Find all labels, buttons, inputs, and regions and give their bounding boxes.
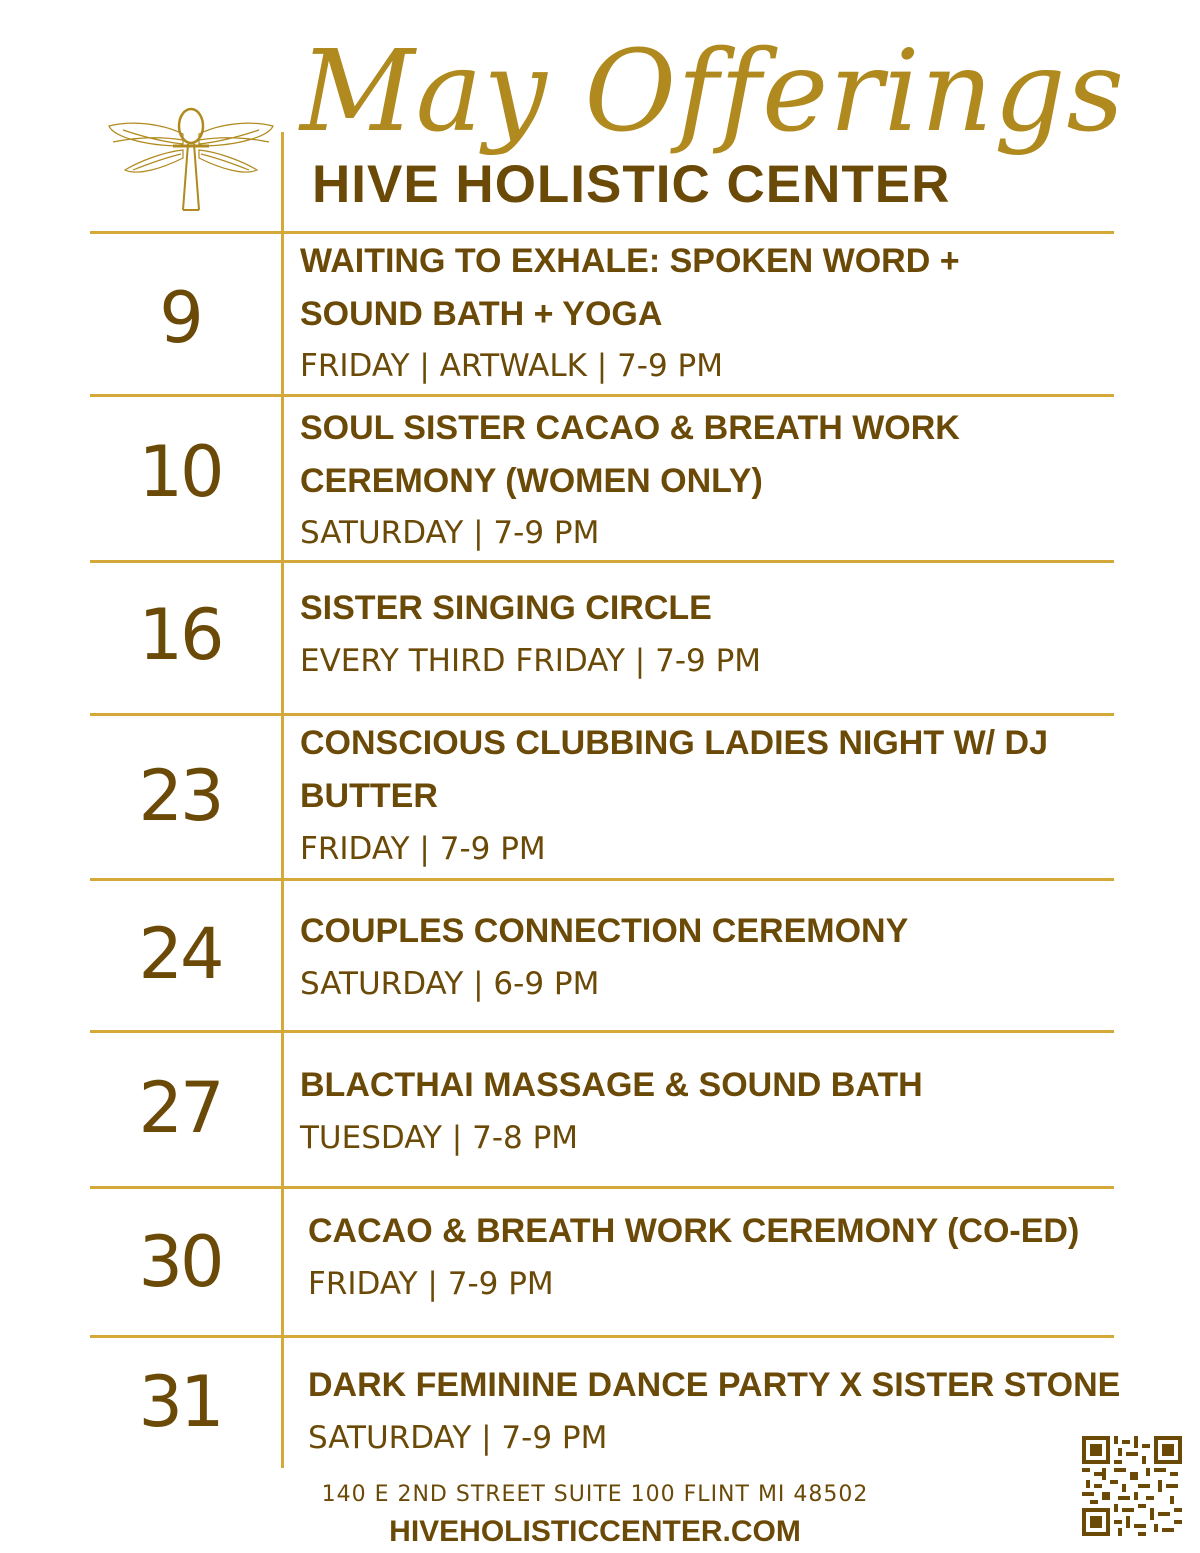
event-day: 24	[138, 913, 222, 995]
event-title: WAITING TO EXHALE: SPOKEN WORD +	[300, 242, 960, 280]
row-divider	[90, 231, 1114, 234]
event-details: SATURDAY | 6-9 PM	[300, 966, 600, 1002]
event-title: BLACTHAI MASSAGE & SOUND BATH	[300, 1066, 923, 1104]
row-divider	[90, 713, 1114, 716]
event-day: 10	[138, 431, 222, 513]
event-day: 9	[159, 277, 201, 359]
event-title: SISTER SINGING CIRCLE	[300, 589, 712, 627]
website-link[interactable]: HIVEHOLISTICCENTER.COM	[389, 1515, 801, 1548]
event-details: FRIDAY | 7-9 PM	[300, 831, 546, 867]
event-day: 31	[138, 1361, 222, 1443]
event-details: SATURDAY | 7-9 PM	[300, 515, 600, 551]
event-title: CEREMONY (WOMEN ONLY)	[300, 462, 763, 500]
address: 140 E 2ND STREET SUITE 100 FLINT MI 48502	[321, 1482, 869, 1507]
event-day: 23	[138, 755, 222, 837]
event-day: 27	[138, 1067, 222, 1149]
event-title: CONSCIOUS CLUBBING LADIES NIGHT W/ DJ	[300, 724, 1049, 762]
row-divider	[90, 394, 1114, 397]
script-title: May Offerings	[300, 27, 1125, 157]
event-day: 30	[138, 1221, 222, 1303]
event-title: DARK FEMININE DANCE PARTY X SISTER STONE	[308, 1366, 1121, 1404]
event-details: SATURDAY | 7-9 PM	[308, 1420, 608, 1456]
event-details: TUESDAY | 7-8 PM	[300, 1120, 579, 1156]
event-details: FRIDAY | ARTWALK | 7-9 PM	[300, 348, 723, 384]
vertical-divider	[281, 132, 284, 1468]
event-title: COUPLES CONNECTION CEREMONY	[300, 912, 909, 950]
center-name: HIVE HOLISTIC CENTER	[312, 155, 951, 214]
winged-ankh-icon	[103, 106, 279, 212]
event-title: CACAO & BREATH WORK CEREMONY (CO-ED)	[308, 1212, 1080, 1250]
event-details: FRIDAY | 7-9 PM	[308, 1266, 554, 1302]
event-details: EVERY THIRD FRIDAY | 7-9 PM	[300, 643, 762, 679]
event-title: SOUL SISTER CACAO & BREATH WORK	[300, 409, 960, 447]
row-divider	[90, 560, 1114, 563]
qr-code-icon[interactable]	[1082, 1436, 1182, 1536]
event-title: SOUND BATH + YOGA	[300, 295, 663, 333]
row-divider	[90, 1186, 1114, 1189]
row-divider	[90, 1335, 1114, 1338]
event-title: BUTTER	[300, 777, 438, 815]
row-divider	[90, 878, 1114, 881]
row-divider	[90, 1030, 1114, 1033]
event-day: 16	[138, 594, 222, 676]
